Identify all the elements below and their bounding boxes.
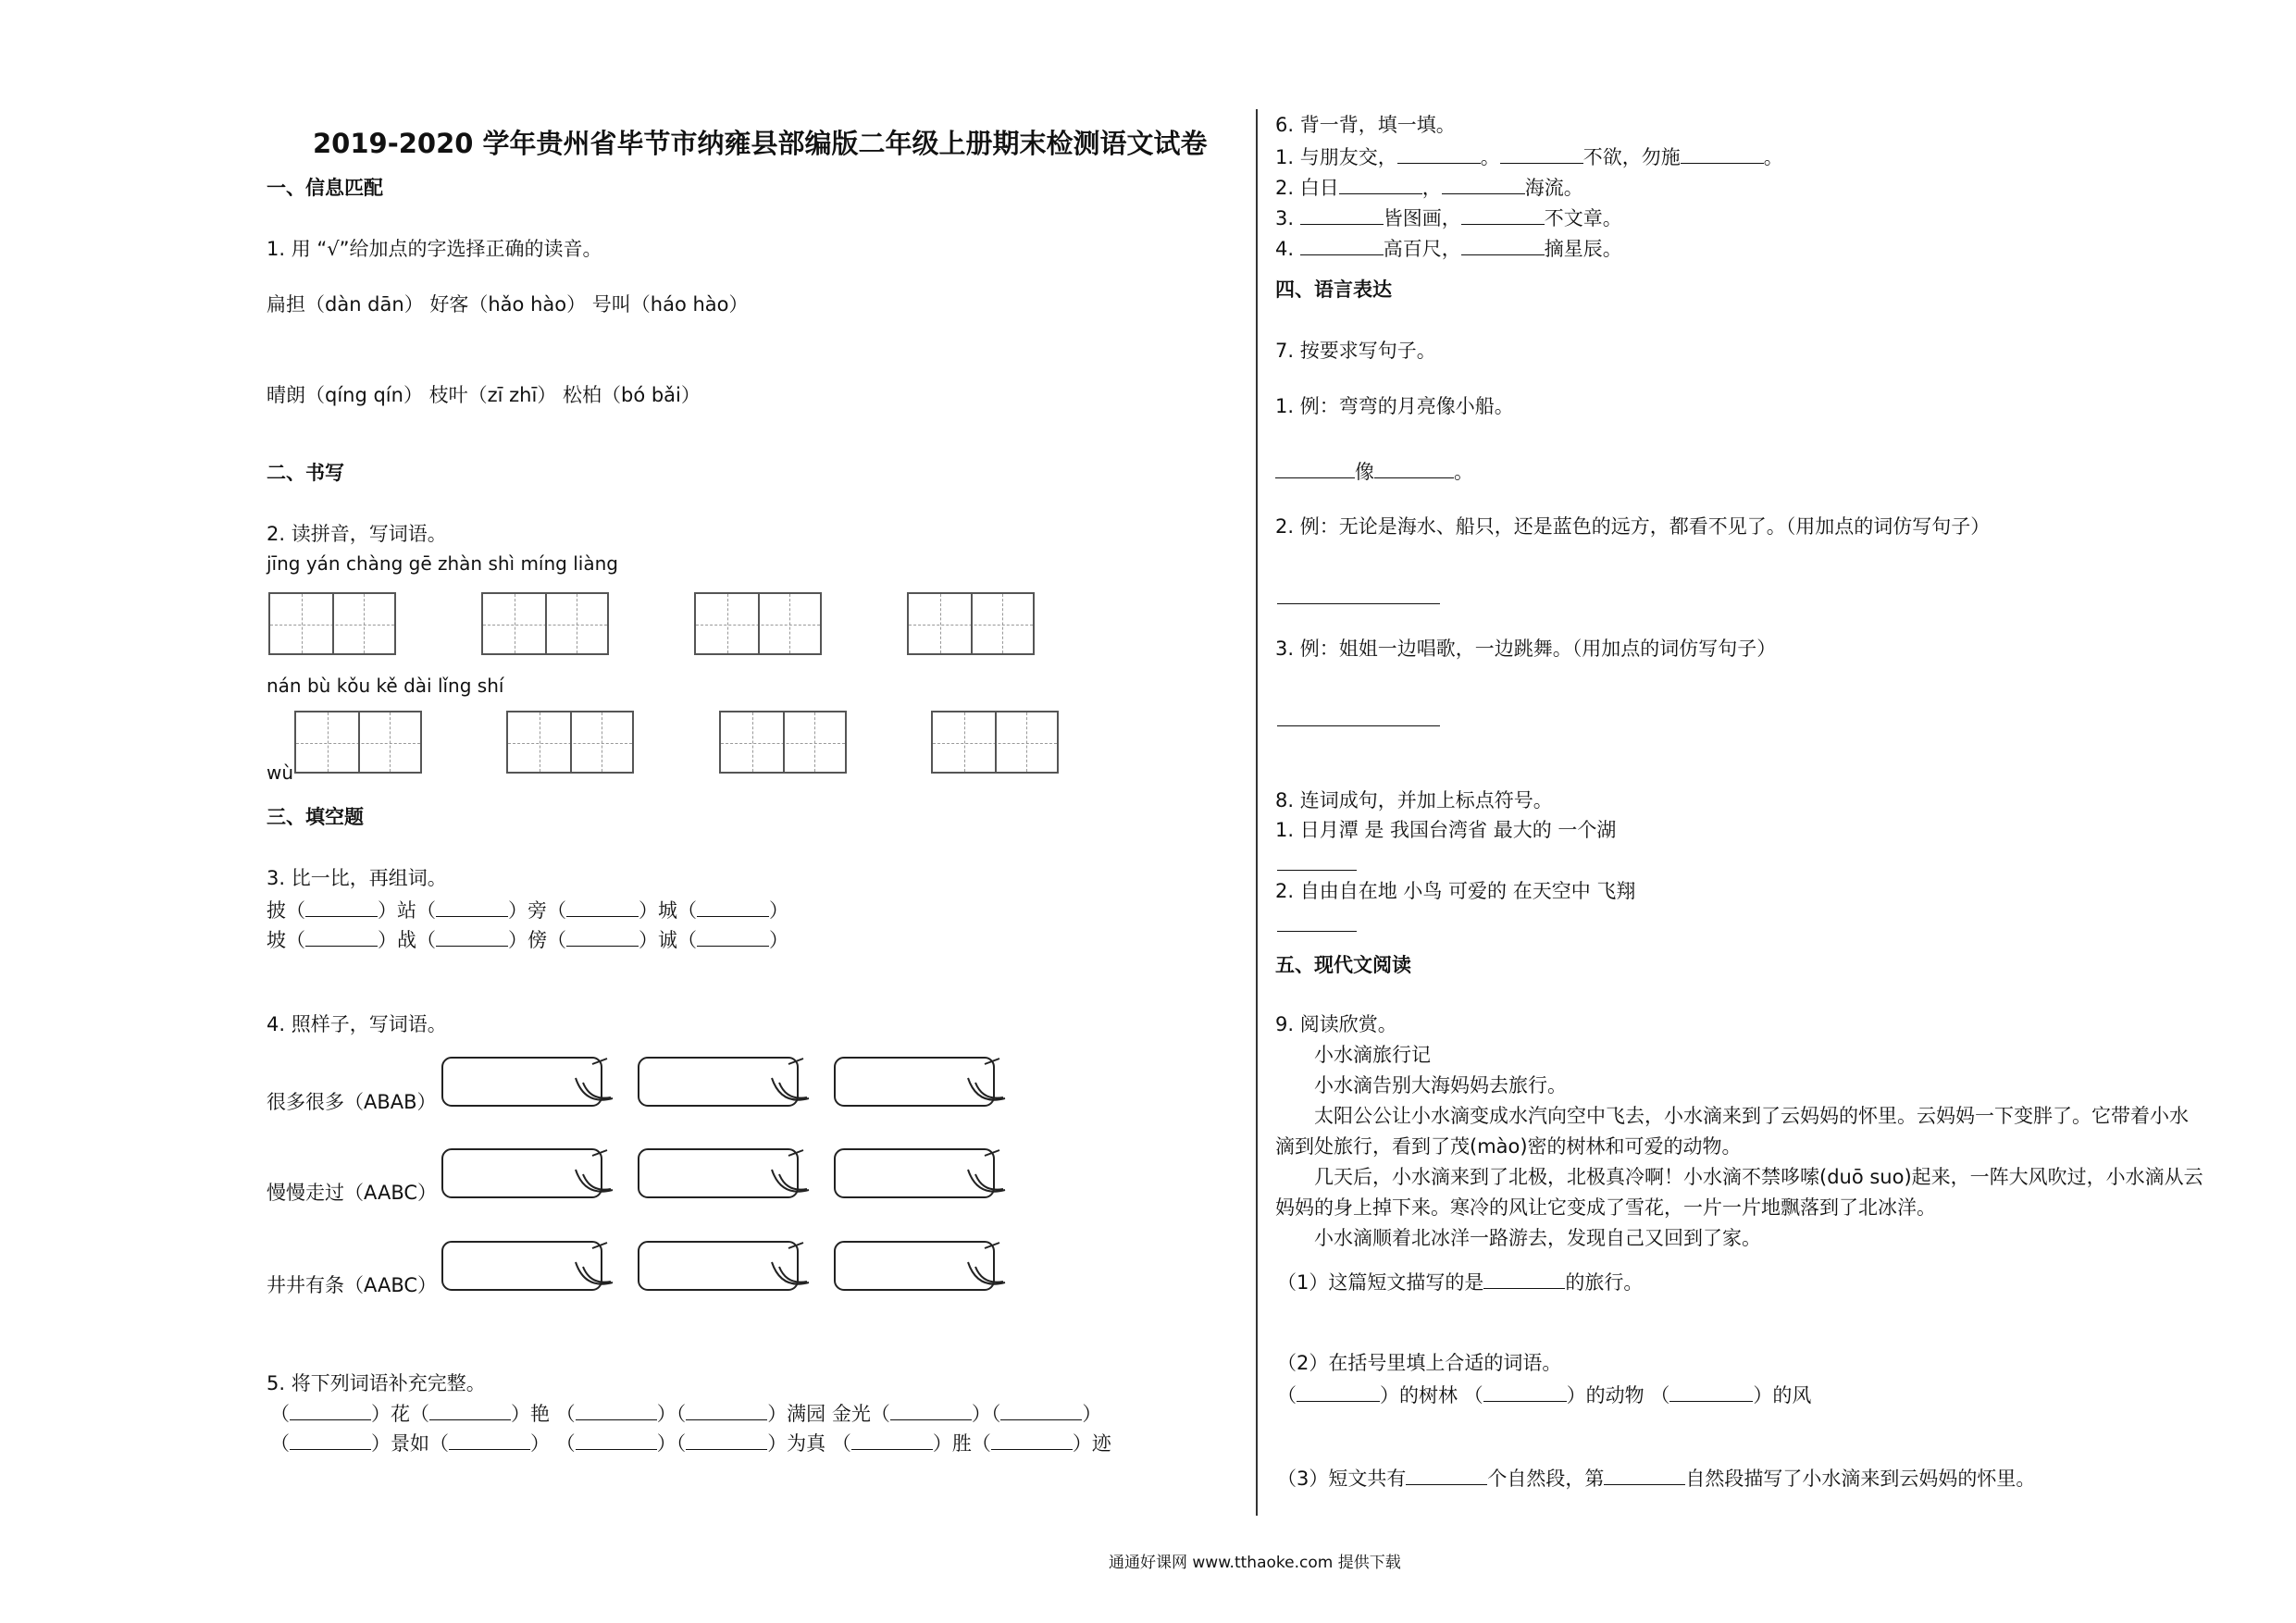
question-6-line-1: 1. 与朋友交， 。 不欲，勿施 。	[1275, 146, 1783, 168]
question-9-sub-2: （2）在括号里填上合适的词语。	[1277, 1352, 1562, 1374]
pill-3-2	[639, 1242, 809, 1290]
passage-line: 小水滴顺着北冰洋一路游去，发现自己又回到了家。	[1314, 1227, 1761, 1249]
question-3-row-2: 坡（ ）战（ ）傍（ ）诚（ ）	[267, 929, 788, 951]
section-heading-2: 二、书写	[267, 462, 344, 484]
passage-line: 几天后，小水滴来到了北极，北极真冷啊！小水滴不禁哆嗦(duō suo)起来，一阵大风吹过，小水滴从云	[1314, 1166, 2203, 1188]
passage-line: 妈妈的身上掉下来。寒冷的风让它变成了雪花，一片一片地飘落到了北冰洋。	[1275, 1196, 1936, 1219]
question-6-prompt: 6. 背一背，填一填。	[1275, 114, 1456, 136]
question-7-prompt: 7. 按要求写句子。	[1275, 340, 1436, 362]
passage-line: 滴到处旅行，看到了茂(mào)密的树林和可爱的动物。	[1275, 1135, 1742, 1158]
answer-line[interactable]	[1277, 870, 1357, 871]
pill-3-1	[442, 1242, 613, 1290]
question-9-sub-2-row: （ ）的树林 （ ）的动物 （ ）的风	[1277, 1384, 1812, 1406]
question-9-sub-3: （3）短文共有 个自然段，第 自然段描写了小水滴来到云妈妈的怀里。	[1277, 1468, 2036, 1490]
question-2-prompt: 2. 读拼音，写词语。	[267, 523, 447, 545]
question-2-pinyin-row-2: nán bù kǒu kě dài lǐng shí	[267, 675, 504, 697]
question-6-line-4: 4. 高百尺， 摘星辰。	[1275, 238, 1622, 260]
passage-line: 小水滴告别大海妈妈去旅行。	[1314, 1074, 1567, 1096]
question-4-label-3: 井井有条（AABC）	[267, 1274, 438, 1296]
question-5-row-1: （ ）花（ ）艳 （ ）（ ）满园 金光（ ）（ ）	[270, 1403, 1102, 1425]
question-3-prompt: 3. 比一比，再组词。	[267, 867, 447, 889]
pill-2-2	[639, 1149, 809, 1197]
question-9-sub-1: （1）这篇短文描写的是 的旅行。	[1277, 1271, 1644, 1294]
question-6-line-2: 2. 白日 ， 海流。	[1275, 177, 1583, 199]
question-5-row-2: （ ）景如（ ） （ ）（ ）为真 （ ）胜（ ）迹	[270, 1432, 1111, 1455]
question-7-example-1: 1. 例：弯弯的月亮像小船。	[1275, 395, 1514, 417]
question-1-prompt: 1. 用 “√”给加点的字选择正确的读音。	[267, 238, 602, 260]
question-3-row-1: 披（ ）站（ ）旁（ ）城（ ）	[267, 899, 788, 922]
question-9-prompt: 9. 阅读欣赏。	[1275, 1013, 1397, 1035]
question-4-label-2: 慢慢走过（AABC）	[267, 1182, 438, 1204]
section-heading-5: 五、现代文阅读	[1275, 954, 1411, 976]
question-8-sentence-2: 2. 自由自在地 小鸟 可爱的 在天空中 飞翔	[1275, 880, 1636, 902]
answer-line[interactable]	[1277, 931, 1357, 932]
question-2-pinyin-row-1: jīng yán chàng gē zhàn shì míng liàng	[267, 552, 618, 575]
question-7-example-2: 2. 例：无论是海水、船只，还是蓝色的远方，都看不见了。（用加点的词仿写句子）	[1275, 515, 1991, 538]
passage-title: 小水滴旅行记	[1314, 1044, 1431, 1066]
passage-line: 太阳公公让小水滴变成水汽向空中飞去，小水滴来到了云妈妈的怀里。云妈妈一下变胖了。它带着小水	[1314, 1105, 2189, 1127]
column-divider	[1256, 109, 1258, 1516]
pill-1-3	[835, 1058, 1005, 1106]
question-4-prompt: 4. 照样子，写词语。	[267, 1013, 447, 1035]
pill-1-1	[442, 1058, 613, 1106]
question-7-example-1-answer: 像 。	[1275, 459, 1473, 484]
question-1-row-2: 晴朗（qíng qín） 枝叶（zī zhī） 松柏（bó bǎi）	[267, 384, 701, 406]
pill-3-3	[835, 1242, 1005, 1290]
question-7-example-3: 3. 例：姐姐一边唱歌，一边跳舞。（用加点的词仿写句子）	[1275, 638, 1777, 660]
page-title: 2019-2020 学年贵州省毕节市纳雍县部编版二年级上册期末检测语文试卷	[313, 128, 1208, 159]
question-8-prompt: 8. 连词成句，并加上标点符号。	[1275, 789, 1553, 812]
question-6-line-3: 3. 皆图画， 不文章。	[1275, 207, 1622, 229]
section-heading-3: 三、填空题	[267, 806, 364, 828]
question-8-sentence-1: 1. 日月潭 是 我国台湾省 最大的 一个湖	[1275, 819, 1617, 841]
pill-1-2	[639, 1058, 809, 1106]
pill-2-1	[442, 1149, 613, 1197]
section-heading-1: 一、信息匹配	[267, 177, 383, 199]
section-heading-4: 四、语言表达	[1275, 279, 1392, 301]
question-5-prompt: 5. 将下列词语补充完整。	[267, 1372, 486, 1394]
page-footer: 通通好课网 www.tthaoke.com 提供下载	[1109, 1554, 1401, 1572]
question-1-row-1: 扁担（dàn dān） 好客（hǎo hào） 号叫（háo hào）	[267, 293, 749, 316]
question-2-pinyin-row-2-tail: wù	[267, 762, 294, 784]
pill-2-3	[835, 1149, 1005, 1197]
question-4-label-1: 很多很多（ABAB）	[267, 1091, 437, 1113]
answer-line[interactable]	[1277, 603, 1440, 604]
answer-line[interactable]	[1277, 725, 1440, 726]
